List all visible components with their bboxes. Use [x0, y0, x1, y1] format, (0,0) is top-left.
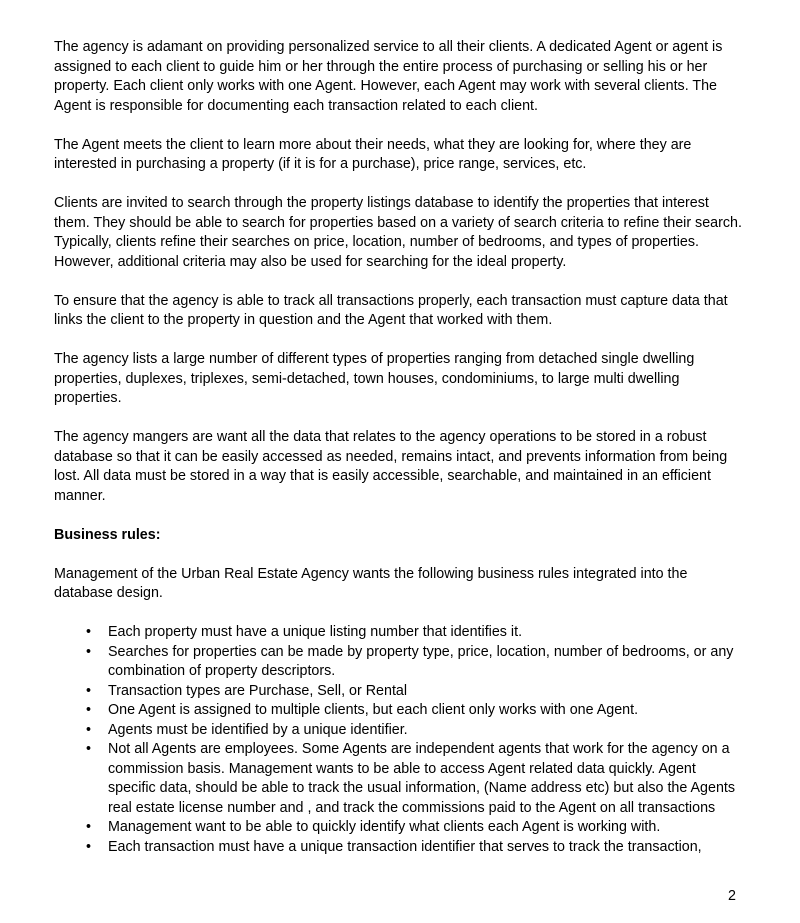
business-rule-text: Agents must be identified by a unique identifier. [108, 721, 408, 738]
business-rule-item [86, 682, 746, 702]
paragraph-personalized-service: The agency is adamant on providing personalized service to all their clients. A dedicated Agent or agent is assigned to each client to guide him or her through the entire process of purchasing or selling his or her property. Each client only works with one Agent. However, each Agent may work with several clients. The Agent is responsible for documenting each transaction related to each client. [54, 39, 723, 114]
paragraph-data-storage: The agency mangers are want all the data that relates to the agency operations to be stored in a robust database so that it can be easily accessed as needed, remains intact, and prevents information from being lost. All data must be stored in a way that is easily accessible, searchable, and maintained in an efficient manner. [54, 429, 728, 504]
business-rule-text: Transaction types are Purchase, Sell, or Rental [108, 682, 408, 699]
paragraph-agent-meets-client: The Agent meets the client to learn more about their needs, what they are looking for, where they are interested in purchasing a property (if it is for a purchase), price range, services, etc. [54, 136, 692, 172]
business-rule-item [86, 623, 746, 643]
business-rules-list [54, 623, 746, 857]
business-rule-text: Management want to be able to quickly identify what clients each Agent is working with. [108, 819, 661, 835]
business-rule-item [86, 818, 746, 838]
business-rule-text: Not all Agents are employees. Some Agents are independent agents that work for the agency on a commission basis. Management wants to be able to access Agent related data quickly. Agent specific data, should be able to track the usual information, (Name address etc) but also the Agents real estate license number and , and track the commissions paid to the Agent on all transactions [108, 741, 736, 816]
bullet-icon: • [86, 624, 92, 640]
business-rule-item [86, 838, 746, 858]
bullet-icon: • [86, 643, 92, 660]
paragraph-property-search: Clients are invited to search through the property listings database to identify the properties that interest them. They should be able to search for properties based on a variety of search criteria to refine their search. Typically, clients refine their searches on price, location, number of bedrooms, and types of properties. However, additional criteria may also be used for searching for the ideal property. [54, 195, 742, 270]
business-rule-text: Each transaction must have a unique transaction identifier that serves to track the transaction, [108, 838, 702, 855]
business-rule-item [86, 721, 746, 741]
bullet-icon: • [86, 838, 92, 855]
bullet-icon: • [86, 741, 92, 757]
business-rule-text: Searches for properties can be made by property type, price, location, number of bedrooms, or any combination of property descriptors. [108, 643, 734, 679]
bullet-icon: • [86, 682, 92, 699]
paragraph-property-types: The agency lists a large number of different types of properties ranging from detached single dwelling properties, duplexes, triplexes, semi-detached, town houses, condominiums, to large multi dwelling properties. [54, 351, 695, 406]
bullet-icon: • [86, 702, 92, 718]
page-number: 2 [728, 888, 736, 904]
bullet-icon: • [86, 721, 92, 738]
business-rule-text: Each property must have a unique listing number that identifies it. [108, 624, 523, 640]
paragraph-transaction-tracking: To ensure that the agency is able to track all transactions properly, each transaction must capture data that links the client to the property in question and the Agent that worked with them. [54, 292, 728, 328]
business-rules-heading: Business rules: [54, 526, 161, 543]
business-rules-intro: Management of the Urban Real Estate Agency wants the following business rules integrated into the database design. [54, 565, 688, 601]
business-rule-text: One Agent is assigned to multiple clients, but each client only works with one Agent. [108, 702, 639, 718]
business-rule-item [86, 701, 746, 721]
business-rule-item [86, 643, 746, 682]
business-rule-item [86, 740, 746, 818]
bullet-icon: • [86, 819, 92, 835]
